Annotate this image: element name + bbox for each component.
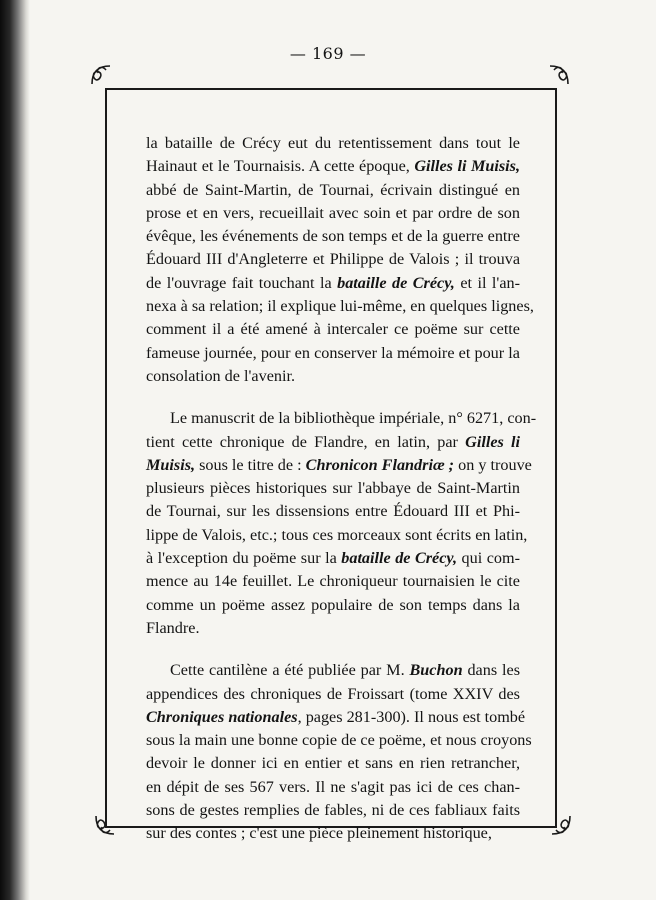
text-line: mence au 14e feuillet. Le chroniqueur tournaisien le cite (146, 572, 520, 591)
text-line: Cette cantilène a été publiée par M. Buchon dans les (170, 661, 520, 680)
corner-ornament-top-left-icon (88, 62, 114, 88)
paragraph (146, 407, 537, 640)
text-line: Le manuscrit de la bibliothèque impériale, n° 6271, con- (170, 409, 537, 428)
text-line: à l'exception du poëme sur la bataille de Crécy, qui com- (146, 549, 520, 568)
text-line: Chroniques nationales, pages 281-300). Il nous est tombé (146, 707, 526, 726)
text-line: comment il a été amené à intercaler ce poëme sur cette (146, 320, 520, 339)
emphasis: Gilles li (465, 432, 520, 451)
emphasis: Chroniques nationales (146, 707, 298, 726)
text-line: appendices des chroniques de Froissart (tome XXIV des (146, 684, 520, 703)
text-line: nexa à sa relation; il explique lui-même, en quelques lignes, (146, 297, 534, 316)
emphasis: Buchon (409, 661, 463, 680)
emphasis: bataille de Crécy, (341, 549, 458, 568)
text-line: sur des contes ; c'est une pièce pleinement historique, (146, 824, 492, 843)
paragraph (146, 659, 532, 845)
emphasis: bataille de Crécy, (337, 273, 455, 292)
text-line: consolation de l'avenir. (146, 366, 296, 385)
text-line: comme un poëme assez populaire de son temps dans la (146, 595, 520, 614)
text-line: sous la main une bonne copie de ce poëme, et nous croyons (146, 731, 532, 750)
text-line: tient cette chronique de Flandre, en latin, par Gilles li (146, 432, 520, 451)
page-number: — 169 — (289, 44, 367, 63)
text-line: Hainaut et le Tournaisis. A cette époque, Gilles li Muisis, (146, 157, 521, 176)
text-line: Muisis, sous le titre de : Chronicon Flandriæ ; on y trouve (146, 455, 532, 474)
text-line: fameuse journée, pour en conserver la mémoire et pour la (146, 343, 520, 362)
emphasis: Gilles li Muisis, (414, 157, 521, 176)
text-line: sons de gestes remplies de fables, ni de ces fabliaux faits (146, 801, 520, 820)
text-line: de Tournai, sur les dissensions entre Édouard III et Phi- (146, 502, 520, 521)
text-line: la bataille de Crécy eut du retentissement dans tout le (146, 134, 520, 152)
emphasis: Chronicon Flandriæ ; (305, 455, 455, 474)
text-line: lippe de Valois, etc.; tous ces morceaux sont écrits en latin, (146, 525, 528, 544)
text-line: de l'ouvrage fait touchant la bataille de Crécy, et il l'an- (146, 273, 520, 292)
book-binding-shadow (0, 0, 30, 900)
paragraph (146, 132, 534, 388)
corner-ornament-bottom-left-icon (92, 812, 118, 838)
corner-ornament-bottom-right-icon (548, 812, 574, 838)
body-text (146, 132, 537, 865)
text-line: abbé de Saint-Martin, de Tournai, écrivain distingué en (146, 180, 520, 199)
text-line: prose et en vers, recueillait avec soin et par ordre de son (146, 203, 520, 222)
text-line: plusieurs pièces historiques sur l'abbaye de Saint-Martin (146, 479, 520, 498)
emphasis: Muisis, (146, 455, 196, 474)
text-line: en dépit de ses 567 vers. Il ne s'agit pas ici de ces chan- (146, 777, 520, 796)
corner-ornament-top-right-icon (546, 62, 572, 88)
text-line: Flandre. (146, 618, 200, 637)
text-line: évêque, les événements de son temps et de la guerre entre (146, 227, 520, 246)
text-line: Édouard III d'Angleterre et Philippe de Valois ; il trouva (146, 250, 520, 269)
text-line: devoir le donner ici en entier et sans en rien retrancher, (146, 754, 520, 773)
